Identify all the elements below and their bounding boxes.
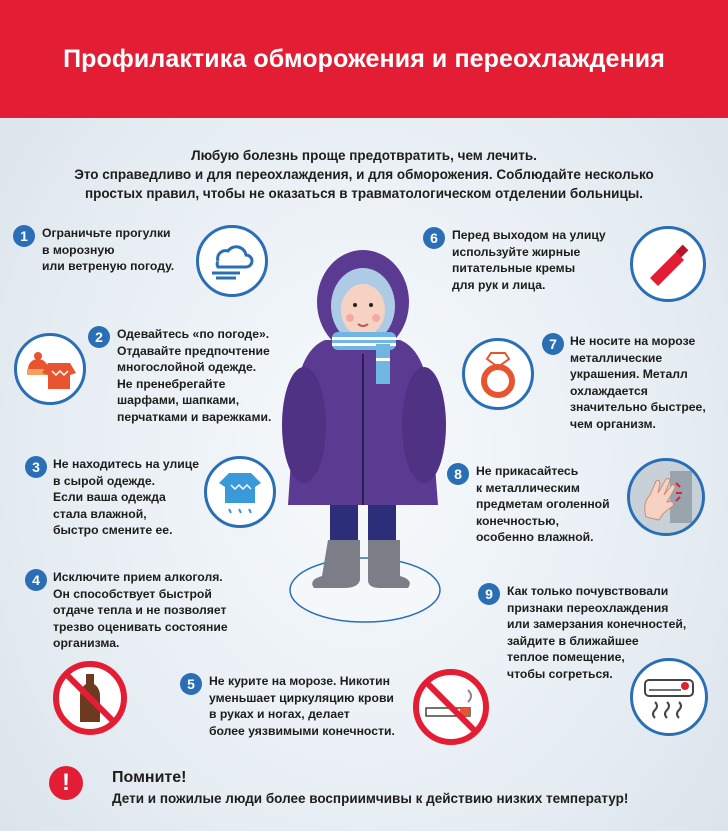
tip-7-line: украшения. Металл [570, 367, 688, 381]
header-banner [0, 0, 728, 118]
tip-2-line: Не пренебрегайте [117, 376, 226, 391]
tip-2-line: Отдавайте предпочтение [117, 343, 270, 358]
tip-3-line: Не находитесь на улице [53, 457, 199, 471]
tip-9-line: признаки переохлаждения [507, 600, 669, 615]
tip-8-line: предметам оголенной [476, 497, 610, 511]
tip-4-line: Исключите прием алкоголя. [53, 570, 223, 584]
tip-3-line: Если ваша одежда [53, 490, 166, 504]
tip-1-line: или ветреную погоду. [42, 259, 175, 273]
winter-person-illustration [270, 240, 460, 635]
right-cheek [372, 314, 380, 322]
tip-text-6 [452, 227, 606, 293]
no-alcohol-icon [52, 660, 128, 736]
tip-text-8 [476, 463, 610, 546]
tip-number-8: 8 [447, 463, 469, 485]
tip-5-line: Не курите на морозе. Никотин [209, 674, 390, 688]
intro-line-3: простых правил, чтобы не оказаться в травматологическом отделении больницы. [84, 186, 644, 201]
face [341, 284, 385, 336]
remember-title: Помните! [112, 769, 187, 786]
wet-sweater-icon [204, 456, 276, 528]
tip-text-1 [42, 225, 174, 275]
scarf-stripe-top [332, 337, 396, 340]
tip-4-line: отдаче тепла и не позволяет [53, 603, 227, 617]
tip-8-line: к металлическим [476, 480, 580, 495]
tip-text-2 [117, 326, 271, 425]
tip-5-line: более уязвимыми конечности. [209, 723, 395, 738]
tip-text-7 [570, 333, 706, 432]
tip-9-line: зайдите в ближайшее [507, 633, 639, 648]
tip-7-line: чем организм. [570, 416, 656, 431]
intro-line-2: Это справедливо и для переохлаждения, и для обморожения. Соблюдайте несколько [74, 167, 654, 182]
tip-text-5 [209, 673, 395, 739]
tip-7-line: значительно быстрее, [570, 400, 706, 414]
page-title: Профилактика обморожения и переохлаждения [63, 44, 665, 73]
tip-number-7: 7 [542, 333, 564, 355]
tip-3-line: быстро смените ее. [53, 523, 173, 537]
tip-4-line: Он способствует быстрой [53, 586, 212, 601]
tip-3-line: стала влажной, [53, 506, 147, 521]
tip-9-line: теплое помещение, [507, 650, 625, 664]
warning-icon: ! [49, 766, 83, 800]
tip-number-5: 5 [180, 673, 202, 695]
snow-drift [290, 558, 440, 622]
right-eye [369, 303, 373, 307]
hand-metal-icon [627, 458, 705, 536]
left-sleeve [282, 367, 326, 483]
tip-7-line: Не носите на морозе [570, 334, 696, 348]
tip-6-line: используйте жирные [452, 244, 581, 259]
tip-number-3: 3 [25, 456, 47, 478]
left-eye [353, 303, 357, 307]
tip-1-line: Ограничьте прогулки [42, 226, 171, 240]
tip-text-4 [53, 569, 228, 652]
tip-number-9: 9 [478, 583, 500, 605]
ring-icon [462, 338, 534, 410]
intro-line-1: Любую болезнь проще предотвратить, чем лечить. [191, 148, 537, 163]
tip-9-line: или замерзания конечностей, [507, 617, 687, 631]
heater-icon [630, 658, 708, 736]
tip-1-line: в морозную [42, 242, 115, 257]
tip-5-line: уменьшает циркуляцию крови [209, 690, 394, 705]
tip-9-line: Как только почувствовали [507, 584, 669, 598]
scarf-tail [376, 344, 390, 384]
tip-number-4: 4 [25, 569, 47, 591]
scarf-tail-stripe [376, 358, 390, 361]
wind-cloud-icon [196, 225, 268, 297]
tip-number-2: 2 [88, 326, 110, 348]
tip-2-line: Одевайтесь «по погоде». [117, 327, 270, 341]
tip-2-line: шарфами, шапками, [117, 393, 240, 407]
tip-number-1: 1 [13, 225, 35, 247]
tip-text-3 [53, 456, 199, 539]
tip-5-line: в руках и ногах, делает [209, 707, 350, 721]
tip-number-6: 6 [423, 227, 445, 249]
tip-6-line: питательные кремы [452, 261, 576, 275]
tip-7-line: металлические [570, 350, 663, 365]
intro-text [30, 146, 698, 203]
tip-6-line: Перед выходом на улицу [452, 228, 606, 242]
tip-8-line: конечностью, [476, 513, 559, 528]
tip-2-line: перчатками и варежками. [117, 409, 272, 424]
tip-8-line: особенно влажной. [476, 530, 594, 544]
tip-3-line: в сырой одежде. [53, 473, 156, 488]
no-smoking-icon [412, 668, 490, 746]
tip-8-line: Не прикасайтесь [476, 464, 579, 478]
tip-6-line: для рук и лица. [452, 277, 546, 292]
tip-9-line: чтобы согреться. [507, 666, 613, 681]
hat-sweater-icon [14, 333, 86, 405]
tip-4-line: трезво оценивать состояние [53, 619, 228, 634]
tip-2-line: многослойной одежде. [117, 360, 257, 374]
tip-7-line: охлаждается [570, 383, 648, 398]
tip-4-line: организма. [53, 636, 120, 650]
right-sleeve [402, 367, 446, 483]
left-cheek [346, 314, 354, 322]
cream-tube-icon [630, 226, 706, 302]
remember-text: Дети и пожилые люди более восприимчивы к действию низких температур! [112, 791, 629, 806]
